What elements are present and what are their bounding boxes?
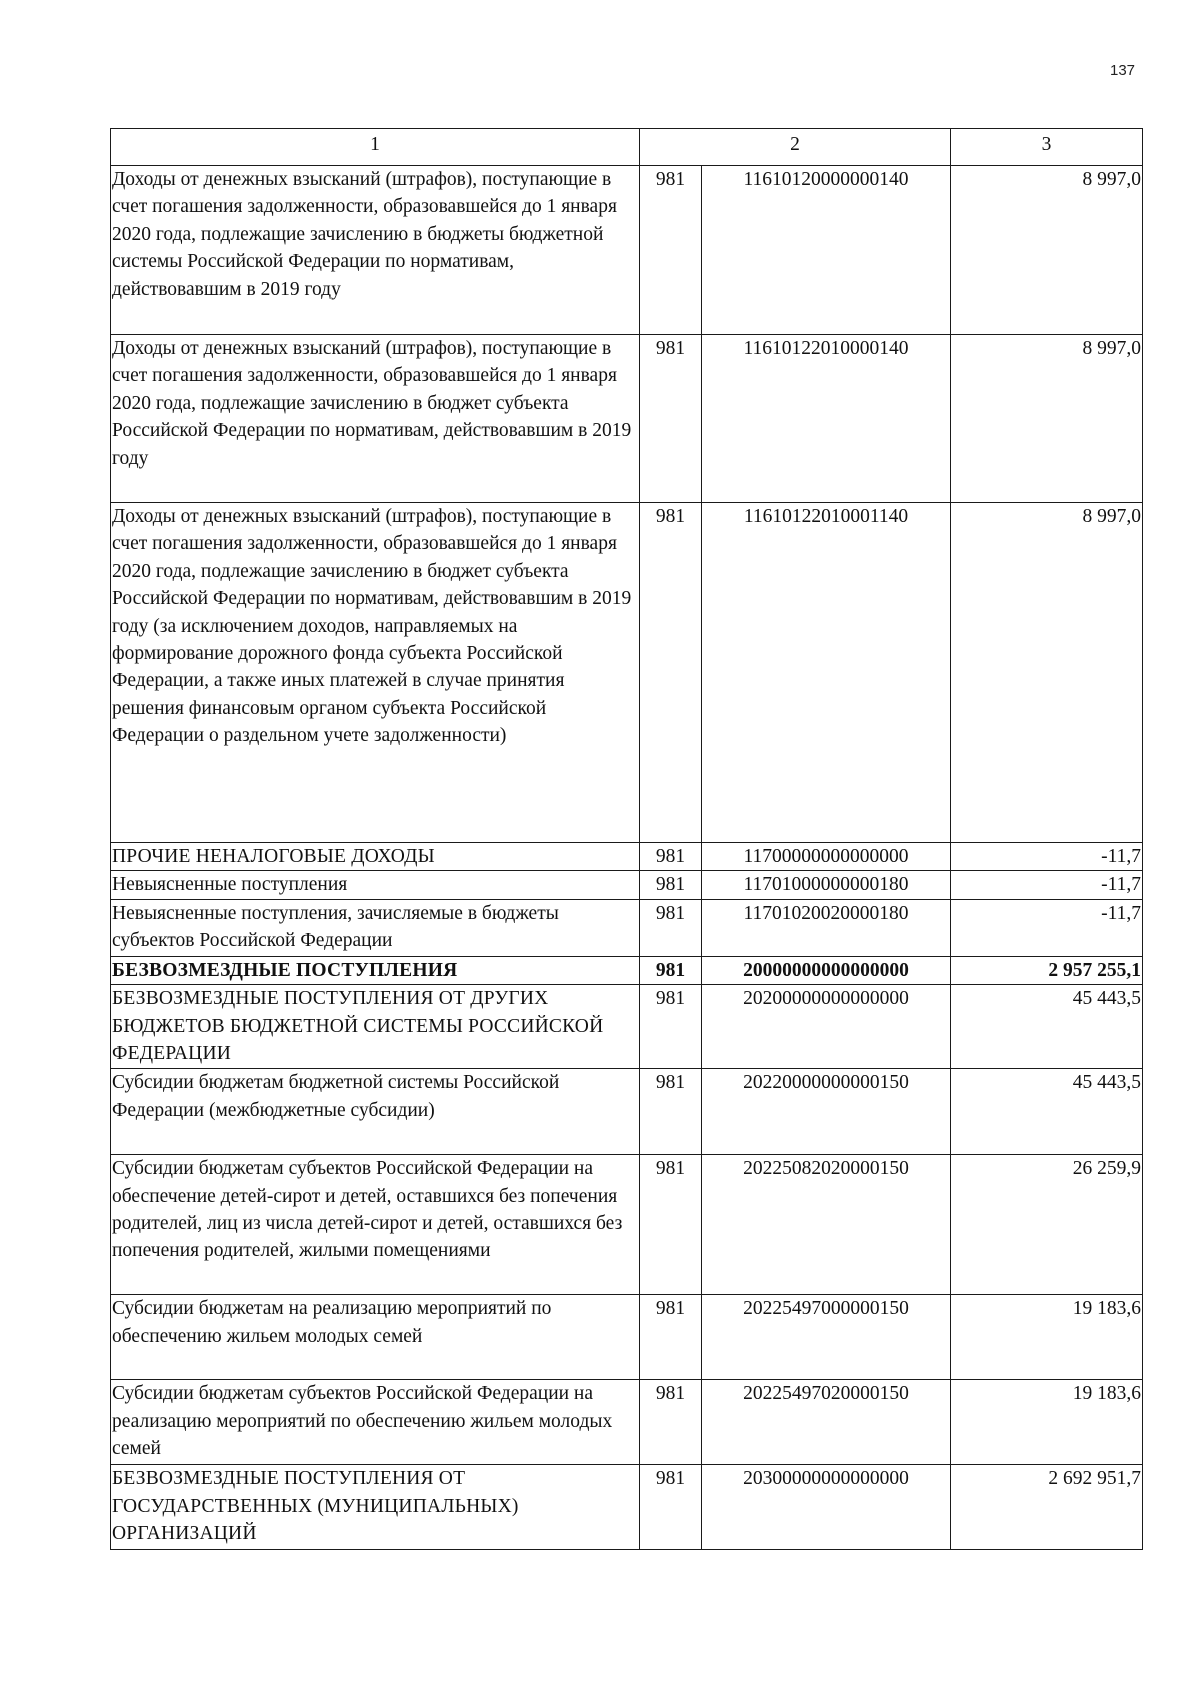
row-amount: 2 692 951,7 — [951, 1465, 1143, 1550]
row-admin-code: 981 — [640, 871, 702, 899]
row-budget-code: 20225497000000150 — [702, 1295, 951, 1380]
row-name: Доходы от денежных взысканий (штрафов), поступающие в счет погашения задолженности, образовавшейся до 1 января 2020 года, подлежащие зачислению в бюджет субъекта Российской Федерации по нормативам, действовавшим в 2019 году — [111, 335, 640, 503]
table-row — [111, 1295, 1143, 1380]
row-admin-code: 981 — [640, 899, 702, 956]
row-budget-code: 11701000000000180 — [702, 871, 951, 899]
row-amount: 8 997,0 — [951, 503, 1143, 843]
row-admin-code: 981 — [640, 166, 702, 335]
row-admin-code: 981 — [640, 1069, 702, 1155]
row-name: БЕЗВОЗМЕЗДНЫЕ ПОСТУПЛЕНИЯ ОТ ГОСУДАРСТВЕННЫХ (МУНИЦИПАЛЬНЫХ) ОРГАНИЗАЦИЙ — [111, 1465, 640, 1550]
row-admin-code: 981 — [640, 985, 702, 1069]
table-row — [111, 1155, 1143, 1295]
table-row — [111, 503, 1143, 843]
row-budget-code: 11700000000000000 — [702, 843, 951, 871]
page-number: 137 — [1110, 62, 1136, 79]
table-row — [111, 985, 1143, 1069]
table-row — [111, 335, 1143, 503]
row-admin-code: 981 — [640, 335, 702, 503]
row-name: Субсидии бюджетам субъектов Российской Федерации на реализацию мероприятий по обеспечению жильем молодых семей — [111, 1380, 640, 1465]
row-admin-code: 981 — [640, 956, 702, 984]
row-name: БЕЗВОЗМЕЗДНЫЕ ПОСТУПЛЕНИЯ ОТ ДРУГИХ БЮДЖЕТОВ БЮДЖЕТНОЙ СИСТЕМЫ РОССИЙСКОЙ ФЕДЕРАЦИИ — [111, 985, 640, 1069]
row-budget-code: 20220000000000150 — [702, 1069, 951, 1155]
row-admin-code: 981 — [640, 1295, 702, 1380]
table-row — [111, 956, 1143, 984]
table-row — [111, 1465, 1143, 1550]
row-budget-code: 20300000000000000 — [702, 1465, 951, 1550]
row-name: Субсидии бюджетам бюджетной системы Российской Федерации (межбюджетные субсидии) — [111, 1069, 640, 1155]
row-budget-code: 20225082020000150 — [702, 1155, 951, 1295]
row-budget-code: 20200000000000000 — [702, 985, 951, 1069]
row-budget-code: 11610122010001140 — [702, 503, 951, 843]
revenue-table — [110, 128, 1143, 1550]
row-budget-code: 11610120000000140 — [702, 166, 951, 335]
table-row — [111, 899, 1143, 956]
row-budget-code: 11610122010000140 — [702, 335, 951, 503]
column-header-2: 2 — [640, 129, 951, 166]
row-amount: 2 957 255,1 — [951, 956, 1143, 984]
row-admin-code: 981 — [640, 1380, 702, 1465]
row-budget-code: 20000000000000000 — [702, 956, 951, 984]
row-amount: 19 183,6 — [951, 1295, 1143, 1380]
row-amount: 8 997,0 — [951, 335, 1143, 503]
table-row — [111, 843, 1143, 871]
row-name: Доходы от денежных взысканий (штрафов), поступающие в счет погашения задолженности, образовавшейся до 1 января 2020 года, подлежащие зачислению в бюджет субъекта Российской Федерации по нормативам, действовавшим в 2019 году (за исключением доходов, направляемых на формирование дорожного фонда субъекта Российской Федерации, а также иных платежей в случае принятия решения финансовым органом субъекта Российской Федерации о раздельном учете задолженности) — [111, 503, 640, 843]
row-budget-code: 20225497020000150 — [702, 1380, 951, 1465]
row-name: Субсидии бюджетам субъектов Российской Федерации на обеспечение детей-сирот и детей, оставшихся без попечения родителей, лиц из числа детей-сирот и детей, оставшихся без попечения родителей, жилыми помещениями — [111, 1155, 640, 1295]
row-name: БЕЗВОЗМЕЗДНЫЕ ПОСТУПЛЕНИЯ — [111, 956, 640, 984]
table-row — [111, 1069, 1143, 1155]
table-row — [111, 1380, 1143, 1465]
row-amount: -11,7 — [951, 899, 1143, 956]
row-name: Невыясненные поступления — [111, 871, 640, 899]
row-amount: -11,7 — [951, 871, 1143, 899]
row-amount: -11,7 — [951, 843, 1143, 871]
row-admin-code: 981 — [640, 503, 702, 843]
row-name: Доходы от денежных взысканий (штрафов), поступающие в счет погашения задолженности, образовавшейся до 1 января 2020 года, подлежащие зачислению в бюджеты бюджетной системы Российской Федерации по нормативам, действовавшим в 2019 году — [111, 166, 640, 335]
row-amount: 26 259,9 — [951, 1155, 1143, 1295]
row-amount: 45 443,5 — [951, 985, 1143, 1069]
table-row — [111, 166, 1143, 335]
row-budget-code: 11701020020000180 — [702, 899, 951, 956]
row-name: Субсидии бюджетам на реализацию мероприятий по обеспечению жильем молодых семей — [111, 1295, 640, 1380]
row-name: ПРОЧИЕ НЕНАЛОГОВЫЕ ДОХОДЫ — [111, 843, 640, 871]
column-header-3: 3 — [951, 129, 1143, 166]
row-admin-code: 981 — [640, 1155, 702, 1295]
row-amount: 19 183,6 — [951, 1380, 1143, 1465]
row-admin-code: 981 — [640, 843, 702, 871]
row-amount: 8 997,0 — [951, 166, 1143, 335]
table-row — [111, 871, 1143, 899]
row-admin-code: 981 — [640, 1465, 702, 1550]
table-header-row — [111, 129, 1143, 166]
row-name: Невыясненные поступления, зачисляемые в бюджеты субъектов Российской Федерации — [111, 899, 640, 956]
row-amount: 45 443,5 — [951, 1069, 1143, 1155]
column-header-1: 1 — [111, 129, 640, 166]
